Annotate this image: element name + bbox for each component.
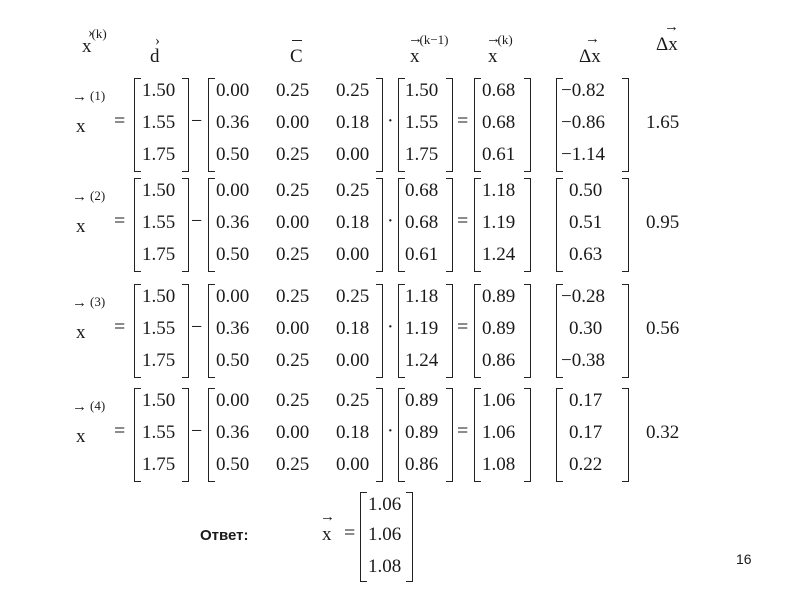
matrix-bracket-left bbox=[474, 78, 481, 172]
equals-sign: = bbox=[457, 420, 469, 442]
matrix-c-value: 0.25 bbox=[276, 454, 310, 475]
equals-sign: = bbox=[114, 110, 126, 132]
vector-x-new-value: 1.19 bbox=[482, 212, 516, 233]
vector-x-prev-value: 1.50 bbox=[405, 80, 439, 101]
matrix-c-value: 0.50 bbox=[216, 350, 250, 371]
matrix-c-value: 0.00 bbox=[336, 144, 370, 165]
matrix-bracket-right bbox=[376, 178, 383, 272]
vector-d-value: 1.55 bbox=[142, 212, 176, 233]
header-symbol: x bbox=[488, 46, 498, 67]
page-number: 16 bbox=[736, 551, 752, 567]
minus-sign: − bbox=[191, 316, 203, 338]
matrix-bracket-left bbox=[208, 78, 215, 172]
matrix-c-value: 0.25 bbox=[336, 80, 370, 101]
vector-x-new-value: 0.89 bbox=[482, 286, 516, 307]
vector-d-value: 1.55 bbox=[142, 112, 176, 133]
iteration-symbol: x bbox=[76, 322, 86, 343]
answer-value: 1.08 bbox=[368, 556, 402, 577]
iteration-symbol: x bbox=[76, 216, 86, 237]
vector-x-prev-value: 1.55 bbox=[405, 112, 439, 133]
matrix-bracket-right bbox=[376, 78, 383, 172]
answer-label: Ответ: bbox=[200, 527, 249, 544]
matrix-bracket-right bbox=[182, 284, 189, 378]
matrix-bracket-left bbox=[208, 388, 215, 482]
header-superscript: (k−1) bbox=[419, 32, 449, 47]
equals-sign: = bbox=[457, 210, 469, 232]
matrix-c-value: 0.18 bbox=[336, 212, 370, 233]
matrix-bracket-left bbox=[474, 284, 481, 378]
matrix-c-value: 0.36 bbox=[216, 112, 250, 133]
matrix-c-value: 0.25 bbox=[276, 80, 310, 101]
vector-d-value: 1.75 bbox=[142, 244, 176, 265]
vector-x-prev-value: 0.86 bbox=[405, 454, 439, 475]
vector-d-value: 1.75 bbox=[142, 144, 176, 165]
overline-icon bbox=[292, 40, 302, 41]
matrix-bracket-left bbox=[208, 284, 215, 378]
matrix-c-value: 0.18 bbox=[336, 318, 370, 339]
vector-delta-value: −0.38 bbox=[561, 350, 605, 371]
iteration-label bbox=[72, 88, 106, 138]
header-symbol: x bbox=[410, 46, 420, 67]
matrix-c-value: 0.50 bbox=[216, 454, 250, 475]
vector-x-prev-value: 0.89 bbox=[405, 422, 439, 443]
matrix-c-value: 0.50 bbox=[216, 244, 250, 265]
header-c bbox=[290, 46, 303, 68]
vector-x-prev-value: 0.89 bbox=[405, 390, 439, 411]
matrix-c-value: 0.00 bbox=[276, 318, 310, 339]
matrix-bracket-left bbox=[474, 388, 481, 482]
matrix-c-value: 0.18 bbox=[336, 422, 370, 443]
arrow-icon: → bbox=[664, 19, 679, 35]
matrix-bracket-right bbox=[446, 388, 453, 482]
iteration-superscript: (4) bbox=[90, 398, 106, 413]
matrix-c-value: 0.25 bbox=[276, 244, 310, 265]
vector-x-new-value: 0.68 bbox=[482, 112, 516, 133]
arrow-icon: › bbox=[88, 25, 93, 41]
vector-delta-value: 0.22 bbox=[569, 454, 603, 475]
iteration-superscript: (3) bbox=[90, 294, 106, 309]
vector-x-prev-value: 0.68 bbox=[405, 212, 439, 233]
header-symbol: Δx bbox=[656, 34, 678, 55]
vector-x-new-value: 1.08 bbox=[482, 454, 516, 475]
matrix-c-value: 0.00 bbox=[216, 286, 250, 307]
header-x-k-2 bbox=[486, 31, 513, 68]
matrix-bracket-left bbox=[474, 178, 481, 272]
header-x-k-minus-1 bbox=[408, 31, 449, 68]
answer-value: 1.06 bbox=[368, 494, 402, 515]
matrix-bracket-right bbox=[182, 78, 189, 172]
matrix-c-value: 0.18 bbox=[336, 112, 370, 133]
header-superscript: (k) bbox=[497, 32, 513, 47]
arrow-icon: → bbox=[408, 31, 423, 47]
vector-delta-value: −0.86 bbox=[561, 112, 605, 133]
iteration-superscript: (2) bbox=[90, 188, 106, 203]
multiply-dot: · bbox=[387, 210, 394, 232]
matrix-c-value: 0.00 bbox=[276, 112, 310, 133]
vector-x-new-value: 1.06 bbox=[482, 390, 516, 411]
matrix-bracket-right bbox=[622, 78, 629, 172]
vector-x-prev-value: 1.19 bbox=[405, 318, 439, 339]
header-d bbox=[150, 33, 160, 68]
vector-d-value: 1.50 bbox=[142, 390, 176, 411]
arrow-icon: → bbox=[486, 31, 501, 47]
matrix-bracket-left bbox=[134, 388, 141, 482]
matrix-c-value: 0.25 bbox=[276, 350, 310, 371]
vector-x-new-value: 0.68 bbox=[482, 80, 516, 101]
matrix-c-value: 0.00 bbox=[216, 80, 250, 101]
header-symbol: Δx bbox=[579, 46, 601, 67]
vector-delta-value: 0.51 bbox=[569, 212, 603, 233]
matrix-bracket-right bbox=[622, 388, 629, 482]
matrix-c-value: 0.50 bbox=[216, 144, 250, 165]
answer-bracket-left bbox=[360, 492, 367, 582]
iteration-symbol: x bbox=[76, 116, 86, 137]
arrow-icon: → bbox=[72, 399, 87, 415]
matrix-bracket-left bbox=[134, 178, 141, 272]
matrix-bracket-left bbox=[398, 284, 405, 378]
matrix-bracket-right bbox=[524, 388, 531, 482]
arrow-icon: › bbox=[155, 33, 160, 49]
vector-x-new-value: 0.89 bbox=[482, 318, 516, 339]
answer-value: 1.06 bbox=[368, 524, 402, 545]
vector-x-prev-value: 1.75 bbox=[405, 144, 439, 165]
matrix-bracket-right bbox=[622, 284, 629, 378]
arrow-icon: → bbox=[585, 31, 600, 47]
norm-value: 0.95 bbox=[646, 212, 680, 233]
matrix-bracket-left bbox=[134, 78, 141, 172]
vector-x-prev-value: 1.18 bbox=[405, 286, 439, 307]
matrix-c-value: 0.00 bbox=[276, 422, 310, 443]
vector-delta-value: −1.14 bbox=[561, 144, 605, 165]
matrix-bracket-right bbox=[446, 178, 453, 272]
matrix-c-value: 0.25 bbox=[276, 390, 310, 411]
equals-sign: = bbox=[114, 420, 126, 442]
matrix-c-value: 0.00 bbox=[276, 212, 310, 233]
iteration-label bbox=[72, 294, 106, 344]
vector-x-prev-value: 1.24 bbox=[405, 350, 439, 371]
matrix-bracket-left bbox=[398, 178, 405, 272]
vector-delta-value: 0.17 bbox=[569, 422, 603, 443]
matrix-bracket-left bbox=[556, 178, 563, 272]
vector-delta-value: 0.30 bbox=[569, 318, 603, 339]
arrow-icon: → bbox=[72, 295, 87, 311]
minus-sign: − bbox=[191, 420, 203, 442]
matrix-c-value: 0.25 bbox=[336, 180, 370, 201]
minus-sign: − bbox=[191, 210, 203, 232]
matrix-c-value: 0.36 bbox=[216, 318, 250, 339]
matrix-c-value: 0.00 bbox=[216, 390, 250, 411]
matrix-c-value: 0.00 bbox=[336, 244, 370, 265]
matrix-bracket-left bbox=[134, 284, 141, 378]
matrix-bracket-left bbox=[208, 178, 215, 272]
iteration-label bbox=[72, 398, 106, 448]
vector-delta-value: 0.50 bbox=[569, 180, 603, 201]
header-norm-delta-x bbox=[656, 19, 679, 56]
arrow-icon: → bbox=[72, 89, 87, 105]
matrix-c-value: 0.36 bbox=[216, 422, 250, 443]
matrix-c-value: 0.00 bbox=[336, 454, 370, 475]
matrix-bracket-right bbox=[524, 178, 531, 272]
vector-d-value: 1.55 bbox=[142, 422, 176, 443]
header-symbol: x bbox=[82, 36, 92, 57]
matrix-bracket-right bbox=[376, 388, 383, 482]
matrix-bracket-right bbox=[182, 388, 189, 482]
matrix-bracket-right bbox=[446, 284, 453, 378]
matrix-c-value: 0.00 bbox=[216, 180, 250, 201]
equals-sign: = bbox=[457, 110, 469, 132]
iteration-label bbox=[72, 188, 106, 238]
matrix-bracket-left bbox=[398, 78, 405, 172]
vector-d-value: 1.75 bbox=[142, 454, 176, 475]
matrix-bracket-right bbox=[182, 178, 189, 272]
matrix-c-value: 0.25 bbox=[336, 390, 370, 411]
equals-sign: = bbox=[457, 316, 469, 338]
norm-value: 0.56 bbox=[646, 318, 680, 339]
norm-value: 1.65 bbox=[646, 112, 680, 133]
vector-d-value: 1.75 bbox=[142, 350, 176, 371]
matrix-c-value: 0.36 bbox=[216, 212, 250, 233]
matrix-c-value: 0.25 bbox=[276, 144, 310, 165]
matrix-bracket-right bbox=[376, 284, 383, 378]
vector-d-value: 1.50 bbox=[142, 180, 176, 201]
answer-vector-label bbox=[320, 509, 335, 546]
answer-symbol: x bbox=[322, 524, 332, 545]
vector-delta-value: −0.82 bbox=[561, 80, 605, 101]
norm-value: 0.32 bbox=[646, 422, 680, 443]
matrix-bracket-right bbox=[622, 178, 629, 272]
iteration-superscript: (1) bbox=[90, 88, 106, 103]
header-superscript: (k) bbox=[91, 26, 107, 41]
header-symbol: d bbox=[150, 46, 160, 67]
answer-equals: = bbox=[344, 522, 356, 544]
vector-delta-value: 0.17 bbox=[569, 390, 603, 411]
matrix-bracket-left bbox=[556, 388, 563, 482]
arrow-icon: → bbox=[72, 189, 87, 205]
vector-d-value: 1.55 bbox=[142, 318, 176, 339]
matrix-bracket-left bbox=[398, 388, 405, 482]
vector-x-new-value: 0.86 bbox=[482, 350, 516, 371]
matrix-c-value: 0.00 bbox=[336, 350, 370, 371]
matrix-bracket-right bbox=[524, 78, 531, 172]
header-delta-x bbox=[579, 31, 601, 68]
matrix-c-value: 0.25 bbox=[276, 180, 310, 201]
vector-delta-value: −0.28 bbox=[561, 286, 605, 307]
equals-sign: = bbox=[114, 316, 126, 338]
vector-x-new-value: 0.61 bbox=[482, 144, 516, 165]
matrix-c-value: 0.25 bbox=[276, 286, 310, 307]
vector-x-new-value: 1.06 bbox=[482, 422, 516, 443]
iteration-symbol: x bbox=[76, 426, 86, 447]
header-symbol: C bbox=[290, 46, 303, 67]
vector-x-new-value: 1.24 bbox=[482, 244, 516, 265]
vector-x-prev-value: 0.68 bbox=[405, 180, 439, 201]
vector-x-prev-value: 0.61 bbox=[405, 244, 439, 265]
header-x-k bbox=[82, 25, 107, 58]
vector-d-value: 1.50 bbox=[142, 80, 176, 101]
vector-x-new-value: 1.18 bbox=[482, 180, 516, 201]
vector-delta-value: 0.63 bbox=[569, 244, 603, 265]
multiply-dot: · bbox=[387, 420, 394, 442]
minus-sign: − bbox=[191, 110, 203, 132]
answer-bracket-right bbox=[406, 492, 413, 582]
matrix-bracket-right bbox=[524, 284, 531, 378]
multiply-dot: · bbox=[387, 316, 394, 338]
arrow-icon: → bbox=[320, 509, 335, 525]
equals-sign: = bbox=[114, 210, 126, 232]
matrix-c-value: 0.25 bbox=[336, 286, 370, 307]
vector-d-value: 1.50 bbox=[142, 286, 176, 307]
multiply-dot: · bbox=[387, 110, 394, 132]
matrix-bracket-right bbox=[446, 78, 453, 172]
